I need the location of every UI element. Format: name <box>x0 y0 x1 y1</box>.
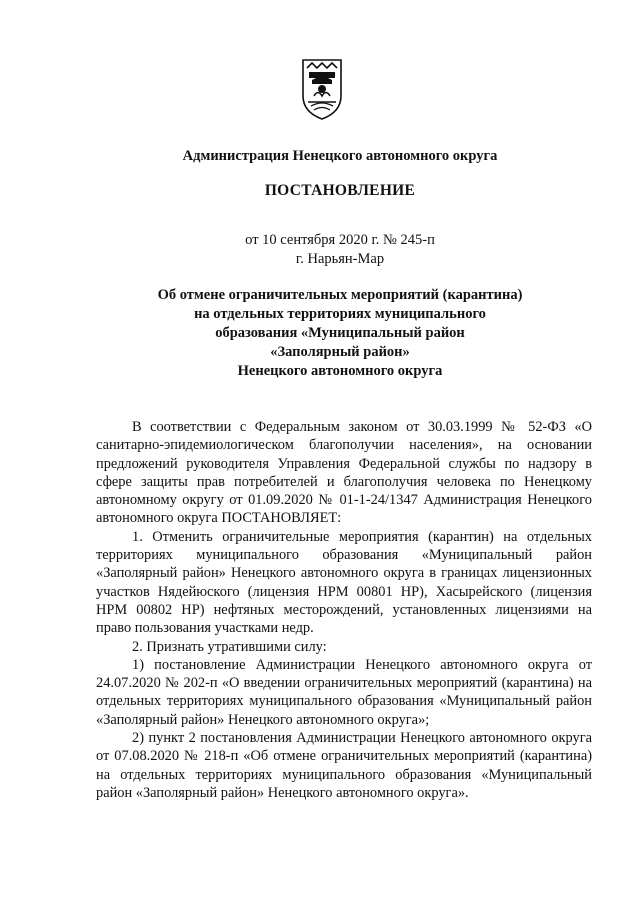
title-line: Об отмене ограничительных мероприятий (карантина) <box>157 287 523 303</box>
paragraph-item-2-1: 1) постановление Администрации Ненецкого автономного округа от 24.07.2020 № 202-п «О введении ограничительных мероприятий (карантина) на отдельных территориях муниципального образования «Муниципальный район «Заполярный район» Ненецкого автономного округа»; <box>96 656 592 728</box>
coat-of-arms-icon <box>300 56 344 122</box>
title-line: Ненецкого автономного округа <box>237 363 443 379</box>
place-of-issue: г. Нарьян-Мар <box>295 251 385 267</box>
document-title <box>60 286 620 381</box>
document-body <box>96 418 592 802</box>
paragraph-item-2-2: 2) пункт 2 постановления Администрации Ненецкого автономного округа от 07.08.2020 № 218-п «Об отмене ограничительных мероприятий (карантина) на отдельных территориях муниципального образования «Муниципальный район «Заполярный район» Ненецкого автономного округа». <box>96 730 592 801</box>
document-type: ПОСТАНОВЛЕНИЕ <box>264 182 416 199</box>
date-and-number: от 10 сентября 2020 г. № 245-п <box>245 232 435 248</box>
paragraph-item-1: 1. Отменить ограничительные мероприятия (карантин) на отдельных территориях муниципального образования «Муниципальный район «Заполярный район» Ненецкого автономного округа в границах лицензионных участков Нядейюского (лицензия НРМ 00801 НР), Хасырейского (лицензия НРМ 00802 НР) нефтяных месторождений, установленных лицензиями на право пользования участками недр. <box>96 528 592 637</box>
title-line: на отдельных территориях муниципального <box>194 306 486 322</box>
paragraph-item-2: 2. Признать утратившими силу: <box>132 638 327 655</box>
preamble-paragraph: В соответствии с Федеральным законом от 30.03.1999 № 52-ФЗ «О санитарно-эпидемиологическом благополучии населения», на основании предложений руководителя Управления Федеральной службы по надзору в сфере защиты прав потребителей и благополучия человека по Ненецкому автономному округу от 01.09.2020 № 01-1-24/1347 Администрация Ненецкого автономного округа ПОСТАНОВЛЯЕТ: <box>96 419 592 527</box>
organization-name: Администрация Ненецкого автономного округа <box>182 148 498 164</box>
title-line: «Заполярный район» <box>270 344 410 360</box>
title-line: образования «Муниципальный район <box>215 325 465 341</box>
